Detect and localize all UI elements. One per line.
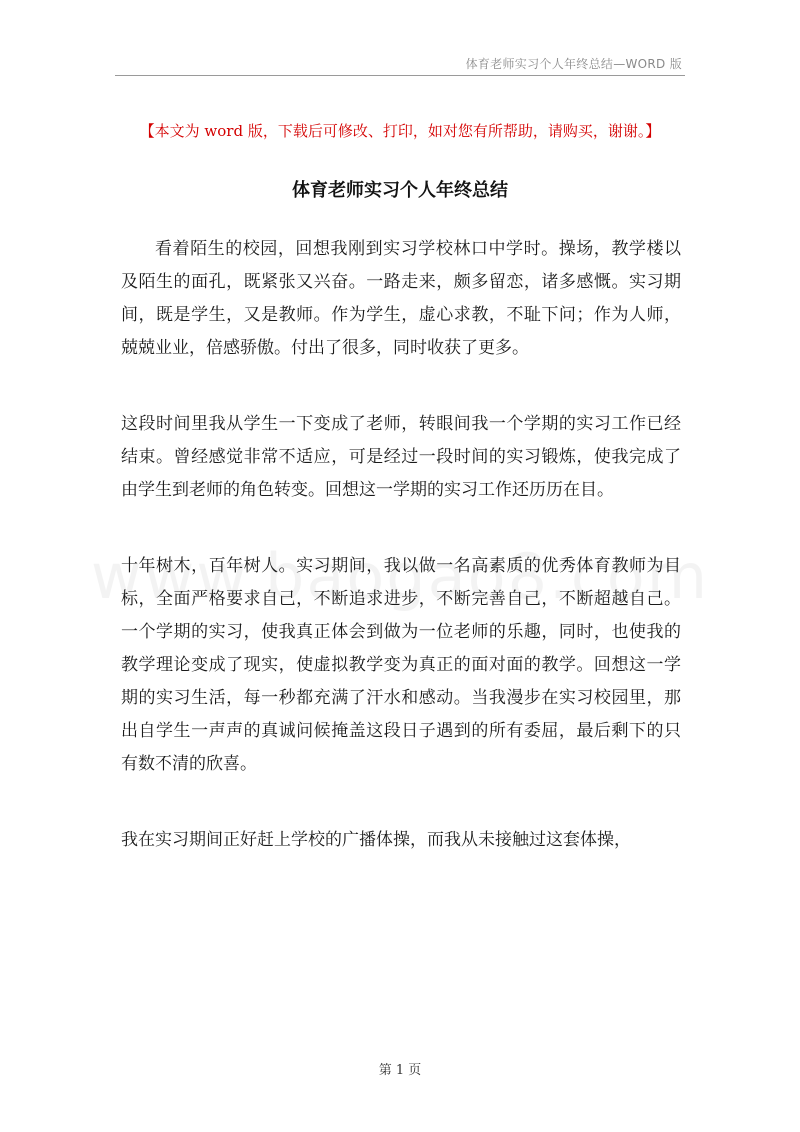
paragraph: 十年树木，百年树人。实习期间，我以做一名高素质的优秀体育教师为目标，全面严格要求自己，不断追求进步，不断完善自己，不断超越自己。一个学期的实习，使我真正体会到做为一位老师的乐趣，同时，也使我的教学理论变成了现实，使虚拟教学变为真正的面对面的教学。回想这一学期的实习生活，每一秒都充满了汗水和感动。当我漫步在实习校园里，那出自学生一声声的真诚问候掩盖这段日子遇到的所有委屈，最后剩下的只有数不清的欣喜。 [121,556,681,774]
paragraph: 我在实习期间正好赶上学校的广播体操，而我从未接触过这套体操， [121,830,631,850]
paragraph: 这段时间里我从学生一下变成了老师，转眼间我一个学期的实习工作已经结束。曾经感觉非常不适应，可是经过一段时间的实习锻炼，使我完成了由学生到老师的角色转变。回想这一学期的实习工作还历历在目。 [121,414,681,500]
document-title: 体育老师实习个人年终总结 [292,180,508,201]
header-divider [115,75,685,76]
document-body [121,233,681,900]
purchase-notice: 【本文为 word 版，下载后可修改、打印，如对您有所帮助，请购买，谢谢。】 [139,122,661,140]
running-header: 体育老师实习个人年终总结—WORD 版 [465,57,682,71]
page-number: 第 1 页 [378,1063,422,1078]
paragraph: 看着陌生的校园，回想我刚到实习学校林口中学时。操场，教学楼以及陌生的面孔，既紧张又兴奋。一路走来，颇多留恋，诸多感慨。实习期间，既是学生，又是教师。作为学生，虚心求教，不耻下问；作为人师，兢兢业业，倍感骄傲。付出了很多，同时收获了更多。 [121,239,681,358]
